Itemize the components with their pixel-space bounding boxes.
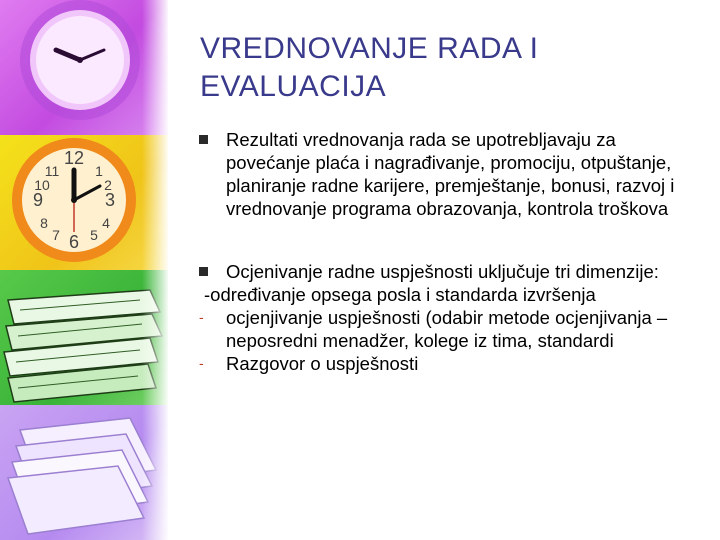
svg-text:8: 8 — [40, 215, 48, 231]
svg-text:1: 1 — [95, 163, 103, 179]
svg-text:6: 6 — [68, 232, 80, 252]
svg-text:11: 11 — [44, 163, 60, 179]
square-bullet-icon — [199, 135, 208, 144]
decorative-image-strip — [0, 0, 168, 540]
dash-item-text: ocjenjivanje uspješnosti (odabir metode ocjenjivanja –neposredni menadžer, kolege iz tima, standardi — [226, 307, 668, 351]
svg-text:2: 2 — [104, 177, 112, 193]
book-stack-icon — [4, 290, 162, 402]
bullet-text: Ocjenivanje radne uspješnosti uključuje tri dimenzije: — [226, 261, 659, 282]
dash-item-text: Razgovor o uspješnosti — [226, 353, 419, 374]
spacer — [196, 220, 686, 260]
svg-text:5: 5 — [90, 227, 98, 243]
slide-body — [196, 128, 686, 375]
dash-bullet: - — [199, 309, 204, 325]
svg-text:4: 4 — [102, 215, 110, 231]
clock-icon — [12, 138, 136, 262]
svg-text:10: 10 — [34, 177, 50, 193]
bullet-text: Rezultati vrednovanja rada se upotrebljavaju za povećanje plaća i nagrađivanje, promociju, otpuštanje, planiranje radne karijere, premještanje, bonusi, razvoj i vrednovanje programa obrazovanja, kontrola troškova — [226, 129, 675, 219]
dash-item — [196, 306, 686, 352]
svg-text:12: 12 — [63, 148, 85, 168]
slide-title: VREDNOVANJE RADA I EVALUACIJA — [200, 32, 539, 103]
sub-line: -određivanje opsega posla i standarda izvršenja — [204, 284, 596, 305]
square-bullet-icon — [199, 267, 208, 276]
svg-text:7: 7 — [52, 227, 60, 243]
paper-stack-icon — [8, 418, 156, 534]
edge-fade — [142, 0, 168, 540]
dash-item — [196, 352, 686, 375]
svg-text:9: 9 — [32, 190, 44, 210]
bullet-item — [196, 128, 686, 220]
clock-icon — [20, 0, 140, 120]
bullet-item — [196, 260, 686, 283]
dash-bullet: - — [199, 355, 204, 371]
svg-text:3: 3 — [104, 190, 116, 210]
